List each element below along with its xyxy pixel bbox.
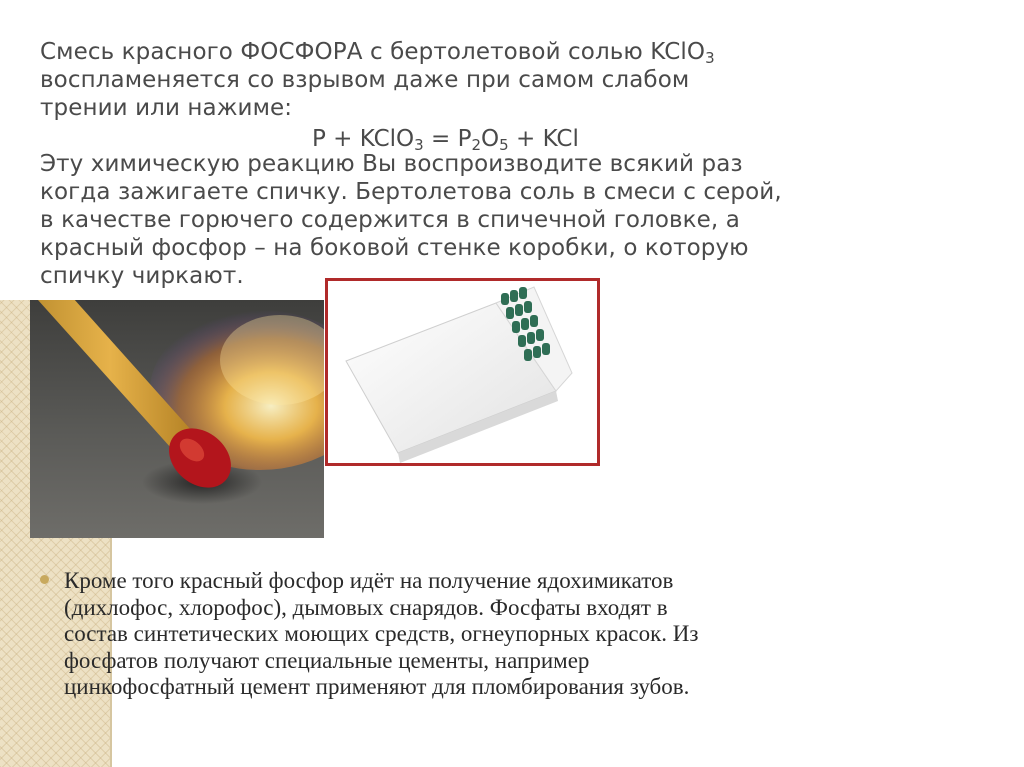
bullet-paragraph xyxy=(40,568,980,701)
explanation-line: красный фосфор – на боковой стенке коробки, о которую xyxy=(40,235,749,261)
explanation-line: спичку чиркают. xyxy=(40,263,244,289)
bullet-line: (дихлофос, хлорофос), дымовых снарядов. Фосфаты входят в xyxy=(64,594,668,620)
explanation-text-block xyxy=(40,150,990,290)
bullet-line: цинкофосфатный цемент применяют для пломбирования зубов. xyxy=(64,674,690,699)
burning-match-photo xyxy=(30,300,324,538)
reaction-equation: P + KClO$_3$ = $P_2O_5$ + KCl xyxy=(312,126,579,154)
bullet-line: состав синтетических моющих средств, огнеупорных красок. Из xyxy=(64,621,699,646)
explanation-line: когда зажигаете спичку. Бертолетова соль в смеси с серой, xyxy=(40,179,782,205)
bullet-marker xyxy=(40,575,49,584)
intro-line-2: воспламеняется со взрывом даже при самом слабом xyxy=(40,67,690,93)
explanation-line: Эту химическую реакцию Вы воспроизводите всякий раз xyxy=(40,151,743,177)
explanation-line: в качестве горючего содержится в спичечной головке, а xyxy=(40,207,740,233)
matchbox-illustration xyxy=(328,281,597,463)
bullet-line: фосфатов получают специальные цементы, например xyxy=(64,647,590,673)
intro-line-1: Смесь красного ФОСФОРА с бертолетовой солью KClO$_3$ xyxy=(40,39,715,67)
intro-text-block xyxy=(40,38,990,122)
matchbox-photo xyxy=(325,278,600,466)
intro-line-3: трении или нажиме: xyxy=(40,95,293,121)
bullet-line: Кроме того красный фосфор идёт на получение ядохимикатов xyxy=(64,568,674,593)
burning-match-illustration xyxy=(30,300,324,538)
